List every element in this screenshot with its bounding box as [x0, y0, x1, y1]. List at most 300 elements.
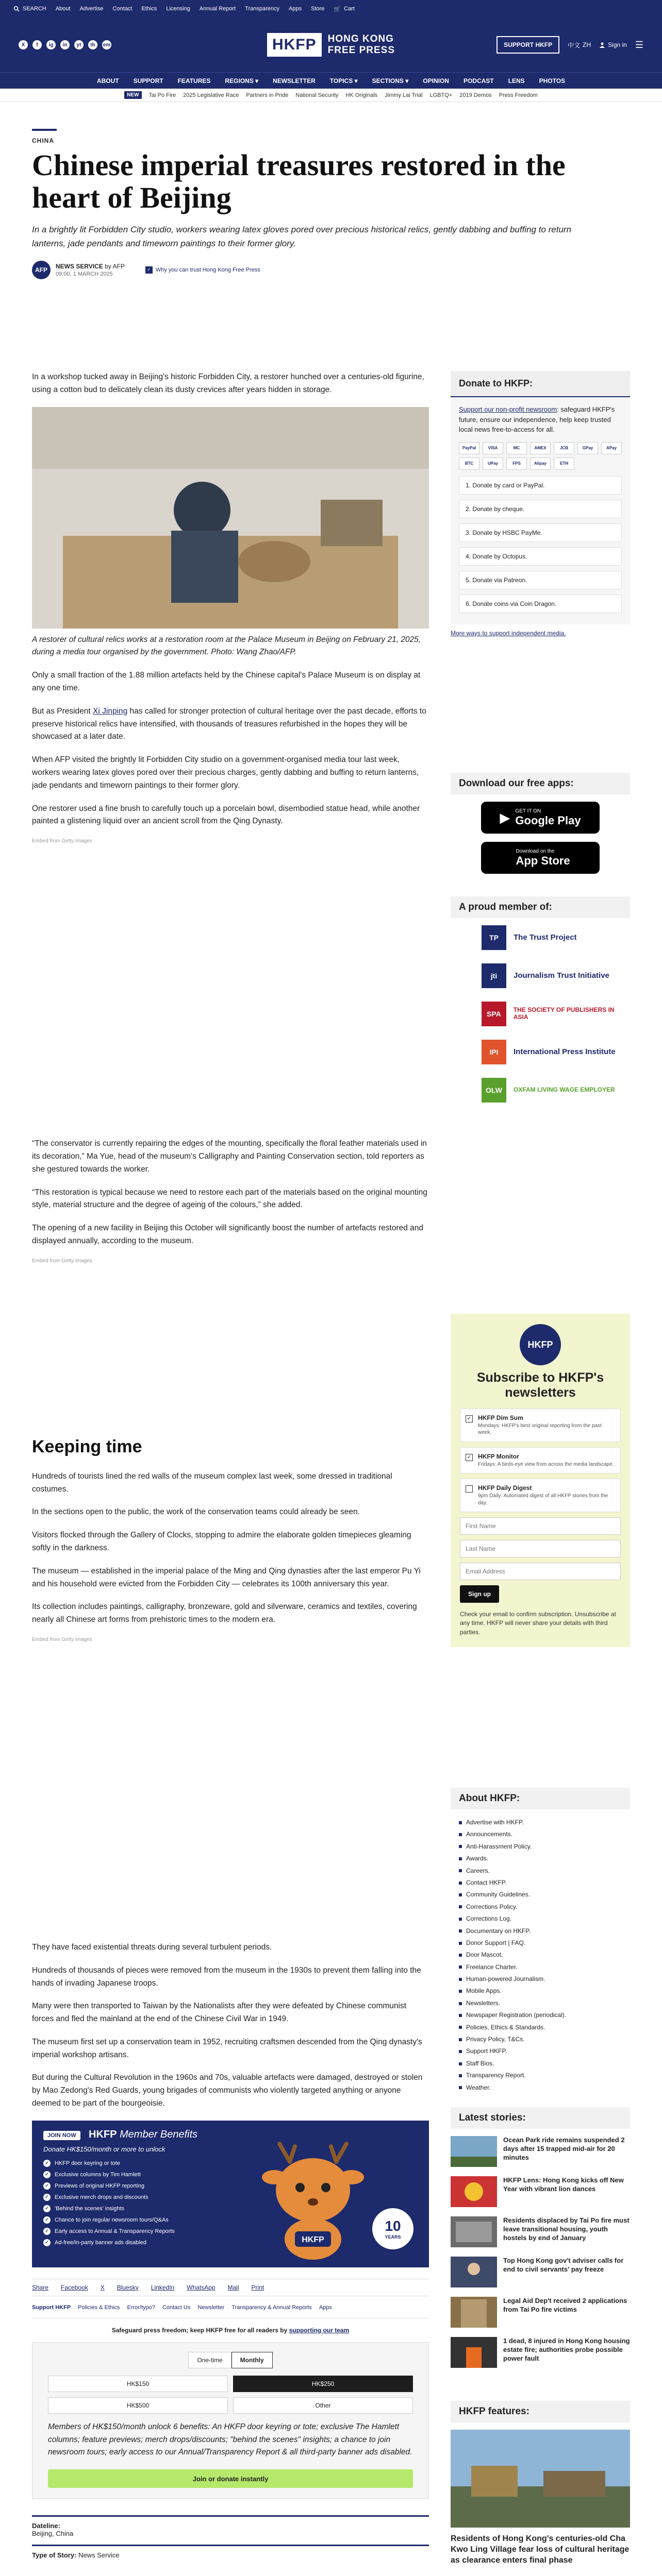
benefit-item [43, 2205, 175, 2212]
ipi-icon: IPI [482, 1040, 506, 1064]
gp-small: GET IT ON [515, 808, 541, 814]
promo-subtitle: Donate HK$150/month or more to unlock [43, 2145, 166, 2153]
latest-story[interactable] [451, 2136, 630, 2167]
about-item[interactable]: Newspaper Registration (periodical). [459, 2009, 630, 2021]
share-bluesky[interactable]: Bluesky [117, 2283, 139, 2291]
newsletter-name: HKFP Daily Digest [478, 1484, 532, 1492]
image-caption: A restorer of cultural relics works at a restoration room at the Palace Museum in Beijing on February 21, 2025, during a media tour organised by the government. Photo: Wang Zhao/AFP. [32, 635, 421, 657]
trending-item[interactable]: Tai Po Fire [148, 92, 176, 98]
site-logo[interactable] [267, 33, 395, 57]
benefit-text: 'Behind the scenes' insights [55, 2205, 125, 2212]
benefit-text: Exclusive columns by Tim Hamlett [55, 2171, 141, 2178]
author-line [56, 263, 125, 270]
link-apps[interactable]: Apps [319, 2304, 332, 2311]
check-icon: ✓ [145, 266, 153, 274]
payment-icon: ETH [554, 457, 574, 470]
member-ipi[interactable] [482, 1040, 630, 1064]
hkfp-badge-logo: HKFP [520, 1324, 561, 1365]
trending-item[interactable]: Jimmy Lai Trial [385, 92, 423, 98]
trending-item[interactable]: Partners in Pride [246, 92, 289, 98]
donate-option-octopus[interactable]: 4. Donate by Octopus. [459, 547, 622, 566]
nav-features[interactable]: FEATURES [177, 77, 211, 84]
as-small: Download on the [516, 848, 555, 854]
author-avatar: AFP [32, 261, 51, 279]
newsletter-desc: 9pm Daily: Automated digest of all HKFP stories from the day. [478, 1493, 608, 1506]
nav-newsletter[interactable]: NEWSLETTER [273, 77, 316, 84]
wordmark-line2: FREE PRESS [327, 45, 395, 56]
about-item[interactable]: Newsletters. [459, 1997, 630, 2009]
topbar-item-search: SEARCH [23, 6, 46, 12]
about-item[interactable]: Announcements. [459, 1828, 630, 1840]
topbar-item-transparency[interactable]: Transparency [245, 6, 279, 12]
about-item[interactable]: Community Guidelines. [459, 1889, 630, 1901]
trending-item[interactable]: National Security [295, 92, 339, 98]
member-benefits-promo[interactable] [32, 2121, 429, 2267]
story-title: Legal Aid Dep't received 2 applications from Tai Po fire victims [503, 2297, 627, 2313]
about-item[interactable]: Advertise with HKFP. [459, 1817, 630, 1828]
jti-icon: jti [482, 963, 506, 988]
nav-support[interactable]: SUPPORT [133, 77, 163, 84]
donate-text [451, 397, 630, 442]
safeguard-text [32, 2327, 429, 2334]
share-whatsapp[interactable]: WhatsApp [187, 2283, 216, 2291]
benefit-text: Early access to Annual & Transparency Reports [55, 2228, 175, 2234]
brand-bar [0, 18, 662, 72]
join-donate-button[interactable]: Join or donate instantly [48, 2469, 413, 2488]
sidebar-about [451, 1788, 630, 2094]
nav-topics[interactable]: TOPICS ▾ [329, 77, 358, 84]
logo-mark: HKFP [267, 33, 322, 57]
linkedin-icon[interactable]: in [60, 40, 70, 49]
latest-title: Latest stories: [451, 2107, 630, 2129]
article-date: 09:00, 1 MARCH 2025 [56, 270, 113, 277]
supporting-team-link[interactable]: supporting our team [289, 2326, 350, 2334]
paragraph: They have faced existential threats during several turbulent periods. [32, 1942, 272, 1952]
benefit-item [43, 2216, 175, 2224]
features-title: HKFP features: [451, 2401, 630, 2422]
restorer-photo [32, 407, 429, 629]
wordmark-line1: HONG KONG [327, 33, 394, 45]
paragraph-text: But as President [32, 706, 93, 716]
sidebar-latest [451, 2107, 630, 2377]
chinese-abbr: ZH [583, 41, 591, 48]
subscribe-fine-print: Check your email to confirm subscription. Unsubscribe at any time. HKFP will never share your details with third parties. [460, 1611, 616, 1636]
about-item[interactable]: Donor Support | FAQ. [459, 1937, 630, 1949]
payment-icon: APay [601, 442, 622, 454]
member-title: A proud member of: [451, 896, 630, 918]
getty-embed-note[interactable]: Embed from Getty Images [32, 838, 92, 844]
story-thumbnail [451, 2297, 497, 2328]
signin-label: Sign in [608, 41, 627, 48]
link-support[interactable]: Support HKFP [32, 2304, 71, 2311]
tab-monthly[interactable]: Monthly [231, 2352, 273, 2368]
support-newsroom-link[interactable]: Support our non-profit newsroom [459, 405, 557, 413]
story-title: Ocean Park ride remains suspended 2 days after 15 trapped mid-air for 20 minutes [503, 2136, 625, 2161]
payment-methods [451, 442, 630, 476]
more-ways-link[interactable]: More ways to support independent media. [451, 629, 566, 637]
trust-project-icon: TP [482, 925, 506, 950]
topbar-item-licensing[interactable]: Licensing [166, 6, 190, 12]
benefit-text: HKFP door keyring or tote [55, 2160, 120, 2166]
google-play-icon: ▶ [500, 809, 510, 825]
check-icon: ✓ [43, 2171, 51, 2178]
donate-text-body: : safeguard HKFP's future, ensure our independence, help keep trusted local news free-to-access for all. [459, 405, 615, 433]
about-item[interactable]: Staff Bios. [459, 2058, 630, 2070]
threads-icon[interactable]: th [88, 40, 97, 49]
newsletter-option-dimsum[interactable] [460, 1409, 621, 1442]
feature-story[interactable] [451, 2430, 630, 2566]
checkbox[interactable]: ✓ [466, 1415, 473, 1422]
safeguard-copy: Safeguard press freedom; keep HKFP free for all readers by [111, 2326, 289, 2334]
paragraph: But during the Cultural Revolution in the 1960s and 70s, valuable artefacts were damaged, destroyed or stolen by Mao Zedong's Red Guards, young brigades of communists who violently targeted anything or anyone deemed to be part of the bourgeoisie. [32, 2073, 423, 2108]
nav-opinion[interactable]: OPINION [423, 77, 449, 84]
link-policies[interactable]: Policies & Ethics [78, 2304, 120, 2311]
story-thumbnail [451, 2257, 497, 2287]
benefit-item [43, 2182, 175, 2190]
x-icon[interactable]: X [19, 40, 28, 49]
member-name: The Trust Project [514, 933, 577, 942]
benefit-item [43, 2160, 175, 2167]
donate-option-coins[interactable]: 6. Donate coins via Coin Dragon. [459, 595, 622, 613]
getty-embed-note[interactable]: Embed from Getty Images [32, 1636, 92, 1642]
about-item[interactable]: Human-powered Journalism. [459, 1973, 630, 1985]
about-item[interactable]: Anti-Harassment Policy. [459, 1841, 630, 1853]
share-print[interactable]: Print [251, 2283, 264, 2291]
article-standfirst: In a brightly lit Forbidden City studio, workers wearing latex gloves pored over precious historical relics, gently dabbing and buffing to return lanterns, jade pendants and timeworn paintings to their former glory. [32, 225, 572, 248]
story-thumbnail [451, 2136, 497, 2167]
check-icon: ✓ [43, 2239, 51, 2246]
member-sopa[interactable] [482, 1002, 630, 1026]
mascot-label: HKFP [302, 2235, 324, 2244]
paragraph: Hundreds of thousands of pieces were removed from the museum in the 1930s to prevent them falling into the hands of invading Japanese troops. [32, 1965, 421, 1988]
user-icon [599, 42, 605, 48]
main-nav [0, 72, 662, 89]
amount-option-selected[interactable]: HK$250 [233, 2376, 413, 2392]
benefit-text: Ad-free/in-party banner ads disabled [55, 2239, 146, 2246]
about-item[interactable]: Awards. [459, 1853, 630, 1865]
sidebar-subscribe [451, 1314, 630, 1647]
about-item[interactable]: Documentary on HKFP. [459, 1925, 630, 1937]
payment-icon: UPay [483, 457, 503, 470]
amount-option[interactable]: HK$150 [48, 2376, 228, 2392]
link-reports[interactable]: Transparency & Annual Reports [231, 2304, 312, 2311]
payment-icon: MC [506, 442, 527, 454]
about-item[interactable]: Policies, Ethics & Standards. [459, 2022, 630, 2033]
paragraph: Visitors flocked through the Gallery of Clocks, stopping to admire the elaborate golden timepieces gleaming softly in the darkness. [32, 1531, 411, 1552]
article-category[interactable]: CHINA [32, 137, 54, 144]
story-thumbnail [451, 2216, 497, 2247]
share-bar [32, 2279, 429, 2296]
feature-image [451, 2430, 630, 2528]
subscribe-title: Subscribe to HKFP's newsletters [476, 1370, 604, 1400]
newsletter-desc: Fridays: A birds-eye view from across the media landscape. [478, 1461, 614, 1467]
trending-item[interactable]: LGBTQ+ [429, 92, 453, 98]
paragraph: Many were then transported to Taiwan by the Nationalists after they were defeated by Chinese communist forces and fled the mainland at the end of the Chinese Civil War in 1949. [32, 2002, 407, 2024]
facebook-icon[interactable]: f [32, 40, 42, 49]
benefit-text: Previews of original HKFP reporting [55, 2182, 145, 2189]
paragraph: “The conservator is currently repairing the edges of the mounting, specifically the floral feather materials used in its decoration,” Ma Yue, head of the museum's Calligraphy and Painting Conservation section, told reporters as she gestured towards the worker. [32, 1139, 427, 1174]
donate-option-payme[interactable]: 3. Donate by HSBC PayMe. [459, 523, 622, 542]
paragraph: The opening of a new facility in Beijing this October will significantly boost the number of artefacts restored and displayed annually, according to the museum. [32, 1224, 424, 1245]
benefit-text: Exclusive merch drops and discounts [55, 2194, 148, 2200]
oxfam-icon: OLW [482, 1078, 506, 1103]
paragraph-text: has called for stronger protection of cultural heritage over the past decade, efforts to preserve historical relics have intensified, with thousands of treasures refurbished in the hopes they will be showcased at a later date. [32, 706, 426, 741]
trending-bar [0, 89, 662, 102]
paragraph: In a workshop tucked away in Beijing's historic Forbidden City, a restorer hunched over a centuries-old figurine, using a cotton bud to delicately clean its dusty crevices after years hidden in storage. [32, 372, 424, 394]
about-item[interactable]: Corrections Log. [459, 1913, 630, 1925]
trust-label: Why you can trust Hong Kong Free Press [155, 266, 260, 273]
story-type-value[interactable]: News Service [78, 2551, 120, 2560]
about-item[interactable]: Careers. [459, 1865, 630, 1877]
payment-icon: GPay [577, 442, 598, 454]
as-big: App Store [516, 854, 570, 867]
author-name[interactable]: NEWS SERVICE [56, 262, 103, 270]
donation-widget [32, 2342, 429, 2499]
nav-sections[interactable]: SECTIONS ▾ [372, 77, 409, 84]
story-thumbnail [451, 2176, 497, 2207]
about-list [451, 1817, 630, 2094]
trending-item[interactable]: 2025 Legislative Race [183, 92, 239, 98]
story-type-label: Type of Story: [32, 2551, 77, 2560]
author-by: by AFP [105, 262, 125, 270]
deer-mascot [259, 2141, 367, 2260]
top-bar [0, 0, 662, 18]
feature-title: Residents of Hong Kong's centuries-old Cha Kwo Ling Village fear loss of cultural heritage as clearance enters final phase [451, 2534, 630, 2565]
promo-title [89, 2129, 197, 2141]
topbar-item-apps[interactable]: Apps [289, 6, 302, 12]
member-name: International Press Institute [514, 1047, 616, 1057]
donate-title: Donate to HKFP: [451, 371, 630, 397]
paragraph: “This restoration is typical because we need to restore each part of the materials based on the original mounting style, material structure and the degree of ageing of the colours,” she added. [32, 1188, 427, 1210]
embed-placeholder [32, 1658, 429, 1936]
trust-link[interactable] [145, 266, 260, 274]
ten-years-badge [372, 2208, 413, 2249]
story-title: HKFP Lens: Hong Kong kicks off New Year with vibrant lion dances [503, 2176, 624, 2193]
about-item[interactable]: Contact HKFP. [459, 1877, 630, 1889]
embed-placeholder [32, 859, 429, 1132]
about-title: About HKFP: [451, 1788, 630, 1809]
google-play-button[interactable] [481, 802, 600, 834]
link-error[interactable]: Error/typo? [127, 2304, 155, 2311]
newsletter-desc: Mondays: HKFP's best original reporting from the past week. [478, 1422, 602, 1435]
donate-option-cheque[interactable]: 2. Donate by cheque. [459, 500, 622, 518]
signup-button[interactable]: Sign up [460, 1585, 499, 1603]
paragraph: Hundreds of tourists lined the red walls of the museum complex last week, some dressed in traditional costumes. [32, 1471, 392, 1494]
about-item[interactable]: Freelance Charter. [459, 1961, 630, 1973]
nav-podcast[interactable]: PODCAST [463, 77, 494, 84]
last-name-input[interactable] [460, 1540, 621, 1557]
story-title: Top Hong Kong gov't adviser calls for end to civil servants' pay freeze [503, 2257, 624, 2273]
member-oxfam[interactable] [482, 1078, 630, 1103]
paragraph: The museum — established in the imperial palace of the Ming and Qing dynasties after the last emperor Pu Yi and his household were evicted from the Forbidden City — celebrates its 100th anniversary this year. [32, 1566, 421, 1588]
first-name-input[interactable] [460, 1517, 621, 1535]
payment-icon: PayPal [459, 442, 479, 454]
about-item[interactable]: Privacy Policy, T&Cs. [459, 2033, 630, 2045]
promo-title-rest: Member Benefits [117, 2128, 198, 2140]
email-input[interactable] [460, 1563, 621, 1580]
check-icon: ✓ [43, 2205, 51, 2212]
nav-regions[interactable]: REGIONS ▾ [225, 77, 259, 84]
nav-photos[interactable]: PHOTOS [539, 77, 566, 84]
email-icon[interactable]: em [102, 40, 111, 49]
chinese-label: 中文 [568, 41, 581, 49]
logo-wordmark [328, 33, 395, 56]
topbar-item-annual-report[interactable]: Annual Report [199, 6, 236, 12]
search-link[interactable] [13, 6, 46, 12]
trending-item[interactable]: HK Originals [345, 92, 378, 98]
article-title: Chinese imperial treasures restored in the heart of Beijing [32, 148, 566, 214]
member-name: OXFAM LIVING WAGE EMPLOYER [514, 1086, 615, 1094]
latest-story[interactable] [451, 2257, 630, 2287]
hamburger-menu-icon[interactable]: ☰ [635, 39, 643, 50]
check-icon: ✓ [43, 2160, 51, 2167]
member-name: THE SOCIETY OF PUBLISHERS IN ASIA [513, 1006, 615, 1021]
topbar-item-advertise[interactable]: Advertise [79, 6, 104, 12]
donation-note: Members of HK$150/month unlock 6 benefits: An HKFP door keyring or tote; exclusive The Hamlett columns; feature previews; merch drops/discounts; "behind the scenes" insights; a chance to join newsroom tours; early access to our Annual/Transparency Report & all third-party banner ads disabled. [48, 2422, 412, 2457]
dateline-value: Beijing, China [32, 2530, 74, 2538]
about-item[interactable]: Weather. [459, 2082, 630, 2094]
nav-about[interactable]: ABOUT [96, 77, 119, 84]
story-title: Residents displaced by Tai Po fire must leave transitional housing, youth hostels by end of January [503, 2216, 630, 2242]
badge-text: YEARS [385, 2234, 401, 2240]
sidebar-members [451, 896, 630, 1116]
sidebar-features [451, 2401, 630, 2576]
payment-icon: AMEX [530, 442, 551, 454]
donate-option-card[interactable]: 1. Donate by card or PayPal. [459, 476, 622, 495]
about-item[interactable]: Support HKFP. [459, 2045, 630, 2057]
amount-option-other[interactable]: Other [233, 2397, 413, 2414]
payment-icon: VISA [483, 442, 503, 454]
tab-one-time[interactable]: One-time [188, 2352, 231, 2368]
payment-icon: Alipay [530, 457, 551, 470]
cart-label: Cart [344, 6, 355, 12]
checkbox[interactable]: ✓ [466, 1454, 473, 1461]
badge-number: 10 [385, 2217, 401, 2234]
share-label[interactable]: Share [32, 2283, 49, 2291]
topbar-item-store[interactable]: Store [311, 6, 325, 12]
donate-panel [451, 371, 630, 624]
youtube-icon[interactable]: yt [74, 40, 84, 49]
benefit-item [43, 2239, 175, 2246]
article-body [32, 371, 429, 2559]
topbar-item-contact[interactable]: Contact [112, 6, 133, 12]
share-x[interactable]: X [100, 2283, 105, 2291]
sidebar-donate [451, 371, 630, 642]
benefit-item [43, 2194, 175, 2201]
signin-link[interactable] [599, 41, 627, 48]
payment-icon: BTC [459, 457, 479, 470]
newsletter-option-monitor[interactable] [460, 1447, 621, 1474]
social-links [19, 40, 111, 49]
support-hkfp-button[interactable]: SUPPORT HKFP [496, 36, 559, 54]
about-item[interactable]: Corrections Policy. [459, 1901, 630, 1913]
article-meta [32, 2515, 429, 2559]
footer-links [32, 2304, 429, 2318]
amount-options [48, 2376, 413, 2414]
check-icon: ✓ [43, 2182, 51, 2190]
latest-story[interactable] [451, 2216, 630, 2247]
paragraph: Only a small fraction of the 1.88 million artefacts held by the Chinese capital's Palace Museum is on display at any one time. [32, 671, 421, 692]
search-icon [13, 6, 20, 12]
payment-icon: FPS [506, 457, 527, 470]
article-header [32, 129, 604, 279]
instagram-icon[interactable]: ig [46, 40, 56, 49]
getty-embed-note[interactable]: Embed from Getty Images [32, 1258, 92, 1264]
topbar-item-ethics[interactable]: Ethics [141, 6, 157, 12]
member-jti[interactable] [482, 963, 630, 988]
latest-story[interactable] [451, 2297, 630, 2328]
story-thumbnail [451, 2337, 497, 2368]
trending-item[interactable]: 2019 Demos [459, 92, 492, 98]
sopa-icon: SPA [482, 1002, 506, 1026]
gp-big: Google Play [515, 814, 581, 827]
share-facebook[interactable]: Facebook [61, 2283, 88, 2291]
promo-title-bold: HKFP [89, 2128, 117, 2140]
member-trust-project[interactable] [482, 925, 630, 950]
latest-story[interactable] [451, 2337, 630, 2368]
join-now-badge[interactable]: JOIN NOW [43, 2131, 80, 2140]
language-switch[interactable] [568, 41, 591, 49]
nav-lens[interactable]: LENS [508, 77, 525, 84]
donate-option-patreon[interactable]: 5. Donate via Patreon. [459, 571, 622, 589]
app-store-button[interactable] [481, 842, 600, 874]
newsletter-option-digest[interactable] [460, 1479, 621, 1512]
paragraph: The museum first set up a conservation team in 1952, recruiting craftsmen descended from the Qing dynasty's imperial workshop artisans. [32, 2037, 422, 2059]
amount-option[interactable]: HK$500 [48, 2397, 228, 2414]
story-title: 1 dead, 8 injured in Hong Kong housing estate fire; authorities probe possible power fault [503, 2337, 630, 2362]
check-icon: ✓ [43, 2228, 51, 2235]
newsletter-signup [451, 1314, 630, 1647]
about-item[interactable]: Transparency Report. [459, 2070, 630, 2081]
article-image [32, 407, 429, 629]
apps-title: Download our free apps: [451, 773, 630, 794]
paragraph: When AFP visited the brightly lit Forbidden City studio on a government-organised media tour last week, workers wearing latex gloves pored over their precious charges, gently dabbing and buffing to return lanterns, jade pendants and timeworn paintings to their former glory. [32, 755, 419, 790]
member-name: Journalism Trust Initiative [514, 971, 609, 980]
newsletter-name: HKFP Dim Sum [478, 1414, 523, 1421]
about-item[interactable]: Door Mascot. [459, 1949, 630, 1961]
newsletter-name: HKFP Monitor [478, 1452, 519, 1460]
paragraph: Its collection includes paintings, calligraphy, bronzeware, gold and silverware, ceramics and textiles, covering nearly all Chinese art forms from prehistoric times to the modern era. [32, 1602, 417, 1624]
trending-item[interactable]: Press Freedom [499, 92, 538, 98]
benefit-text: Chance to join regular newsroom tours/Q&As [55, 2216, 169, 2223]
payment-icon: JCB [554, 442, 574, 454]
frequency-tabs [48, 2352, 413, 2368]
topbar-item-about[interactable]: About [55, 6, 71, 12]
benefit-item [43, 2228, 175, 2235]
benefit-list [43, 2160, 175, 2250]
about-item[interactable]: Mobile Apps. [459, 1985, 630, 1997]
topbar-item-cart[interactable] [334, 6, 354, 12]
byline [32, 261, 604, 279]
share-linkedin[interactable]: LinkedIn [151, 2283, 175, 2291]
paragraph: In the sections open to the public, the work of the conservation teams could already be seen. [32, 1507, 360, 1517]
link-contact[interactable]: Contact Us [162, 2304, 191, 2311]
sidebar-apps [451, 773, 630, 882]
link-newsletter[interactable]: Newsletter [197, 2304, 225, 2311]
section-heading: Keeping time [32, 1436, 142, 1456]
new-badge: NEW [124, 91, 141, 99]
share-mail[interactable]: Mail [227, 2283, 239, 2291]
paragraph [32, 705, 429, 743]
xi-jinping-link[interactable]: Xi Jinping [93, 706, 128, 716]
embed-placeholder [32, 1279, 429, 1429]
story-type-block [32, 2545, 429, 2559]
header-tools [496, 36, 643, 54]
check-icon: ✓ [43, 2194, 51, 2201]
latest-story[interactable] [451, 2176, 630, 2207]
paragraph: One restorer used a fine brush to carefully touch up a porcelain bowl, disembodied statue head, while another painted a glistening liquid over an ancient scroll from the Qing Dynasty. [32, 804, 420, 826]
checkbox[interactable] [466, 1485, 473, 1493]
